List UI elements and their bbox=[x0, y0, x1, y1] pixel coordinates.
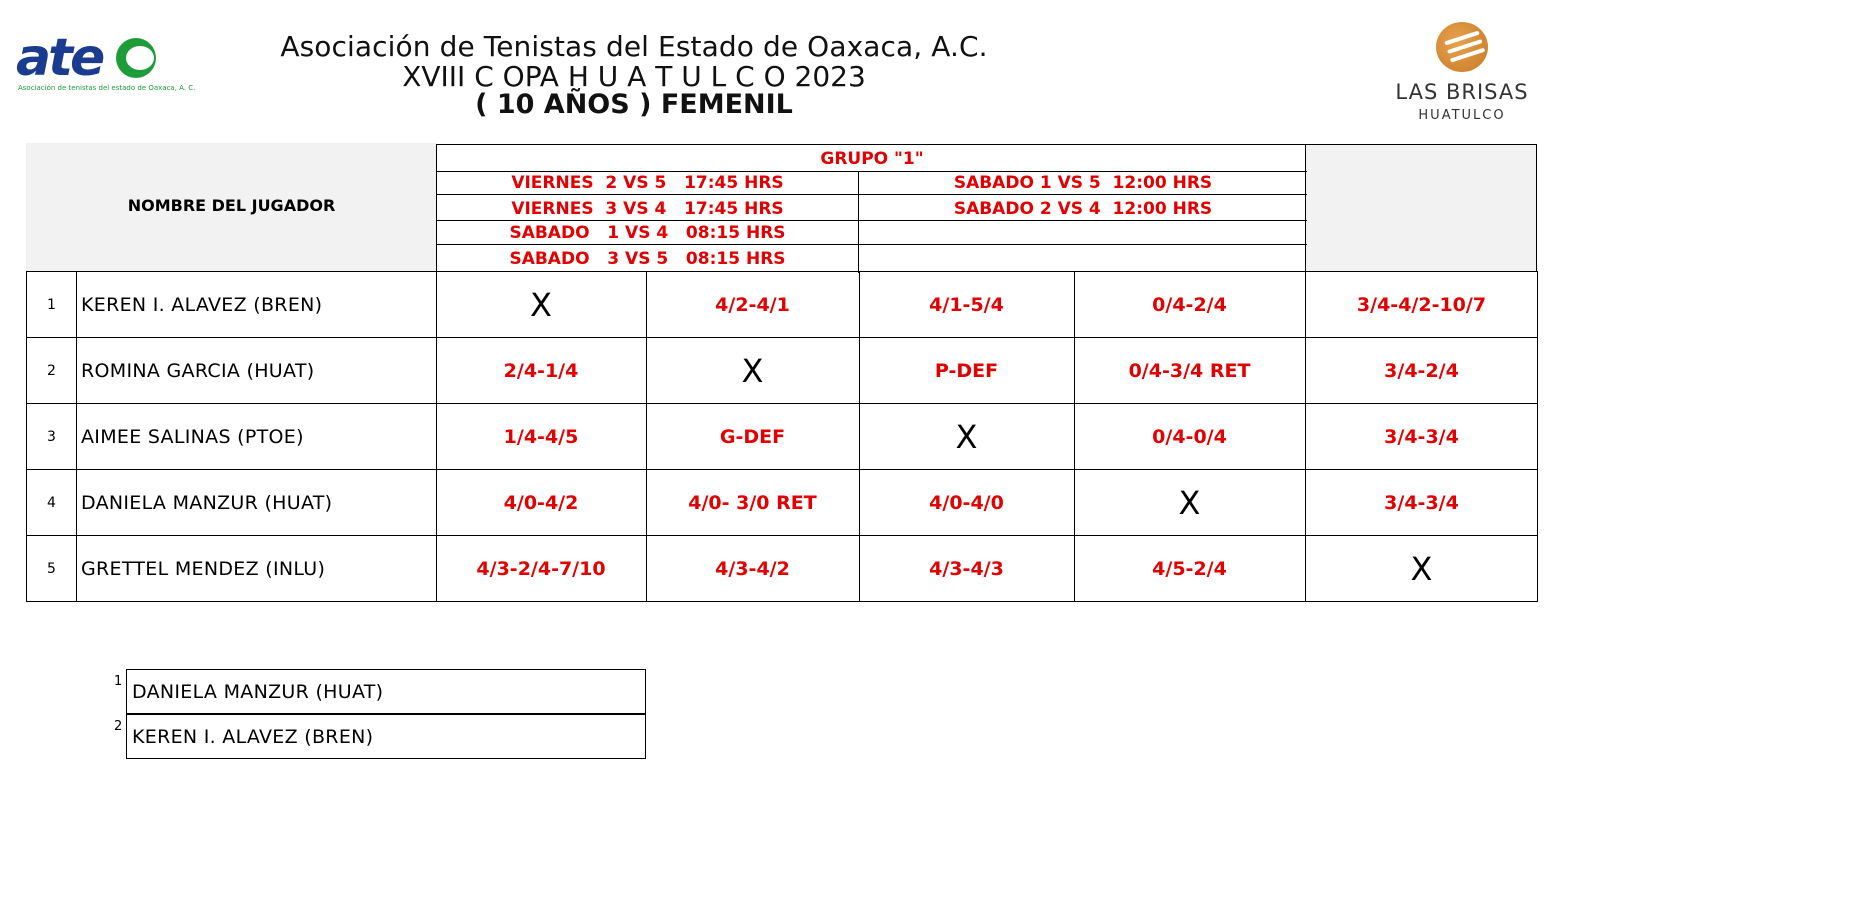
match-score: 4/0-4/0 bbox=[929, 492, 1004, 514]
self-match-mark: X bbox=[741, 352, 764, 390]
brisas-logo-name: LAS BRISAS bbox=[1395, 80, 1529, 104]
match-score: G-DEF bbox=[719, 426, 786, 448]
row-number: 1 bbox=[47, 297, 56, 313]
schedule-entry: SABADO 1 VS 4 08:15 HRS bbox=[509, 223, 786, 243]
match-score: 3/4-4/2-10/7 bbox=[1356, 294, 1487, 316]
match-score: 4/5-2/4 bbox=[1152, 558, 1227, 580]
result-rank: 1 bbox=[114, 674, 123, 689]
match-score: 3/4-3/4 bbox=[1384, 492, 1459, 514]
player-name: KEREN I. ALAVEZ (BREN) bbox=[81, 294, 323, 316]
result-first: DANIELA MANZUR (HUAT) bbox=[126, 669, 646, 714]
player-name: ROMINA GARCIA (HUAT) bbox=[81, 360, 315, 382]
atec-logo-word: ate bbox=[16, 28, 103, 88]
atec-logo-subtitle: Asociación de tenistas del estado de Oaxaca, A. C. bbox=[18, 84, 196, 92]
match-score: 4/3-4/3 bbox=[929, 558, 1004, 580]
tennis-ball-icon bbox=[116, 38, 156, 78]
category-title: ( 10 AÑOS ) FEMENIL bbox=[475, 89, 793, 120]
schedule-entry: VIERNES 2 VS 5 17:45 HRS bbox=[511, 173, 784, 193]
match-score: 4/0- 3/0 RET bbox=[688, 492, 817, 514]
schedule-entry: SABADO 1 VS 5 12:00 HRS bbox=[953, 173, 1213, 193]
match-score: 4/3-2/4-7/10 bbox=[476, 558, 606, 580]
match-score: 4/3-4/2 bbox=[715, 558, 790, 580]
tournament-title: XVIII C OPA H U A T U L C O 2023 bbox=[402, 60, 866, 93]
brisas-emblem-icon bbox=[1436, 22, 1488, 72]
player-name: AIMEE SALINAS (PTOE) bbox=[81, 426, 304, 448]
self-match-mark: X bbox=[955, 418, 978, 456]
match-score: 4/2-4/1 bbox=[715, 294, 790, 316]
brisas-logo-place: HUATULCO bbox=[1418, 108, 1506, 123]
blank-header-cell bbox=[1305, 144, 1537, 271]
match-score: 1/4-4/5 bbox=[503, 426, 579, 448]
schedule-entry: SABADO 2 VS 4 12:00 HRS bbox=[953, 199, 1213, 219]
player-name: GRETTEL MENDEZ (INLU) bbox=[81, 558, 326, 580]
self-match-mark: X bbox=[1178, 484, 1201, 522]
result-rank: 2 bbox=[114, 719, 123, 734]
match-score: 0/4-3/4 RET bbox=[1128, 360, 1251, 382]
row-number: 4 bbox=[47, 495, 56, 511]
las-brisas-logo bbox=[1392, 18, 1532, 128]
result-second: KEREN I. ALAVEZ (BREN) bbox=[126, 714, 646, 759]
row-number: 3 bbox=[47, 429, 56, 445]
match-score: 4/0-4/2 bbox=[503, 492, 579, 514]
row-number: 5 bbox=[47, 561, 56, 577]
match-score: P-DEF bbox=[934, 360, 999, 382]
match-score: 0/4-0/4 bbox=[1152, 426, 1227, 448]
match-score: 3/4-2/4 bbox=[1384, 360, 1459, 382]
self-match-mark: X bbox=[530, 286, 552, 324]
match-score: 4/1-5/4 bbox=[929, 294, 1004, 316]
group-schedule bbox=[436, 144, 1306, 272]
atec-logo bbox=[16, 28, 196, 96]
self-match-mark: X bbox=[1410, 550, 1433, 588]
association-title: Asociación de Tenistas del Estado de Oaxaca, A.C. bbox=[280, 30, 988, 63]
row-number: 2 bbox=[47, 363, 56, 379]
schedule-entry: SABADO 3 VS 5 08:15 HRS bbox=[509, 249, 786, 269]
match-score: 2/4-1/4 bbox=[503, 360, 579, 382]
schedule-entry: VIERNES 3 VS 4 17:45 HRS bbox=[511, 199, 784, 219]
group-title: GRUPO "1" bbox=[820, 149, 924, 169]
match-score: 3/4-3/4 bbox=[1384, 426, 1459, 448]
player-column-header: NOMBRE DEL JUGADOR bbox=[127, 196, 336, 215]
player-name: DANIELA MANZUR (HUAT) bbox=[81, 492, 333, 514]
match-score: 0/4-2/4 bbox=[1152, 294, 1227, 316]
